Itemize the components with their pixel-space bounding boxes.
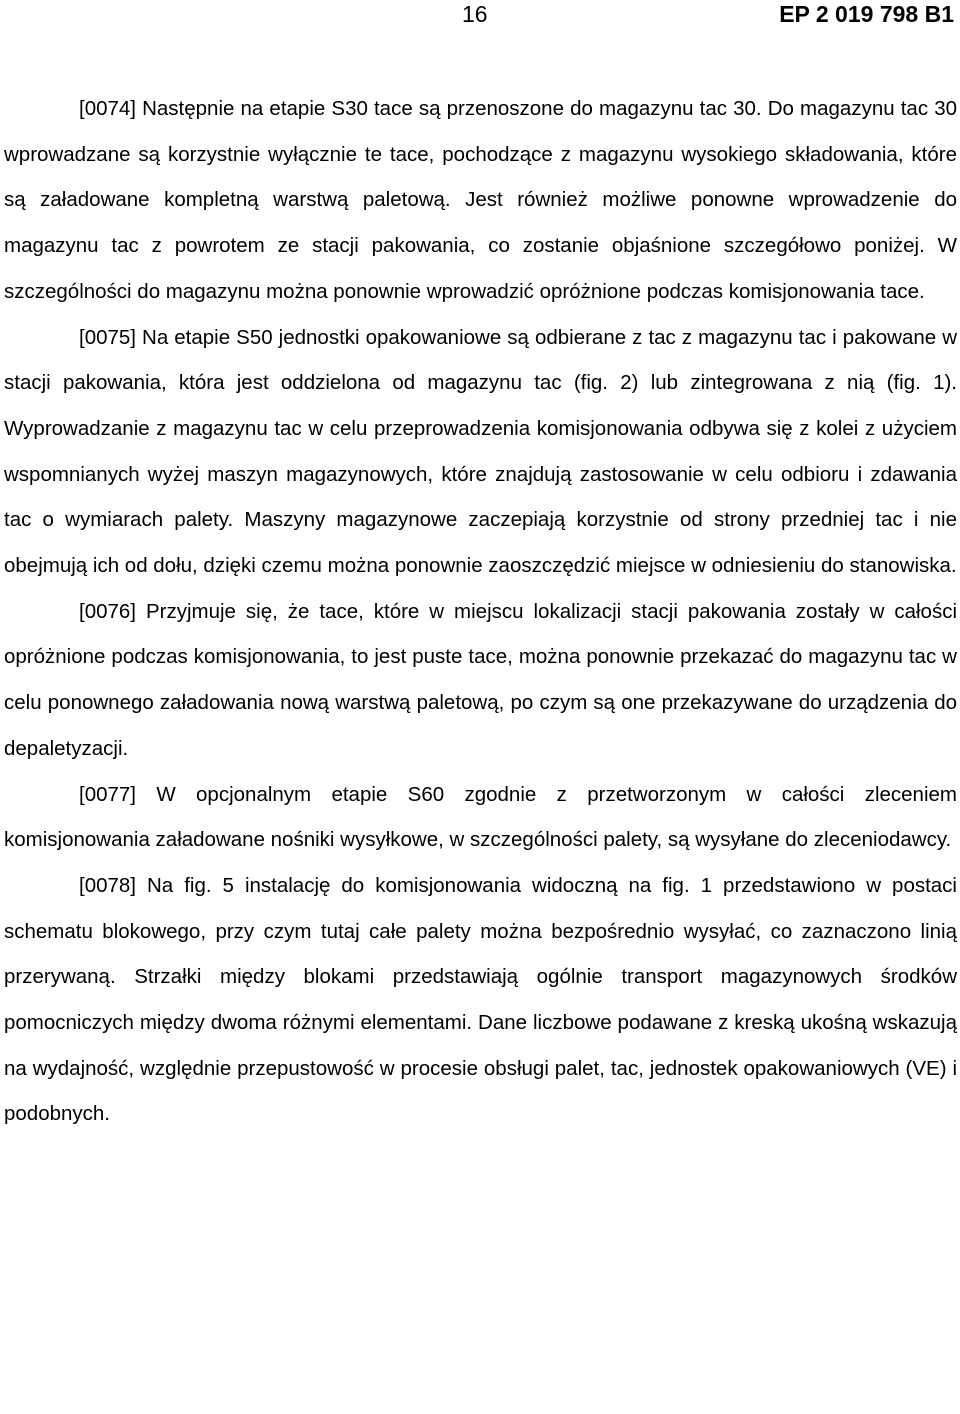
paragraph-0077: [0077] W opcjonalnym etapie S60 zgodnie z przetworzonym w całości zleceniem komisjonowania załadowane nośniki wysyłkowe, w szczególności palety, są wysyłane do zleceniodawcy. (4, 782, 957, 852)
paragraph-0075: [0075] Na etapie S50 jednostki opakowaniowe są odbierane z tac z magazynu tac i pakowane w stacji pakowania, która jest oddzielona od magazynu tac (fig. 2) lub zintegrowana z nią (fig. 1). Wyprowadzanie z magazynu tac w celu przeprowadzenia komisjonowania odbywa się z kolei z użyciem wspomnianych wyżej maszyn magazynowych, które znajdują zastosowanie w celu odbioru i zdawania tac o wymiarach palety. Maszyny magazynowe zaczepiają korzystnie od strony przedniej tac i nie obejmują ich od dołu, dzięki czemu można ponownie zaoszczędzić miejsce w odniesieniu do stanowiska. (4, 325, 957, 578)
paragraph-0078: [0078] Na fig. 5 instalację do komisjonowania widoczną na fig. 1 przedstawiono w postaci schematu blokowego, przy czym tutaj całe palety można bezpośrednio wysyłać, co zaznaczono linią przerywaną. Strzałki między blokami przedstawiają ogólnie transport magazynowych środków pomocniczych między dwoma różnymi elementami. Dane liczbowe podawane z kreską ukośną wskazują na wydajność, względnie przepustowość w procesie obsługi palet, tac, jednostek opakowaniowych (VE) i podobnych. (4, 873, 957, 1126)
patent-number: EP 2 019 798 B1 (779, 1, 954, 27)
paragraph-0076: [0076] Przyjmuje się, że tace, które w miejscu lokalizacji stacji pakowania zostały w całości opróżnione podczas komisjonowania, to jest puste tace, można ponownie przekazać do magazynu tac w celu ponownego załadowania nową warstwą paletową, po czym są one przekazywane do urządzenia do depaletyzacji. (4, 599, 957, 760)
page-number: 16 (462, 1, 488, 27)
document-body (4, 86, 957, 1137)
paragraph-0074: [0074] Następnie na etapie S30 tace są przenoszone do magazynu tac 30. Do magazynu tac 30 wprowadzane są korzystnie wyłącznie te tace, pochodzące z magazynu wysokiego składowania, które są załadowane kompletną warstwą paletową. Jest również możliwe ponowne wprowadzenie do magazynu tac z powrotem ze stacji pakowania, co zostanie objaśnione szczegółowo poniżej. W szczególności do magazynu można ponownie wprowadzić opróżnione podczas komisjonowania tace. (4, 97, 957, 303)
